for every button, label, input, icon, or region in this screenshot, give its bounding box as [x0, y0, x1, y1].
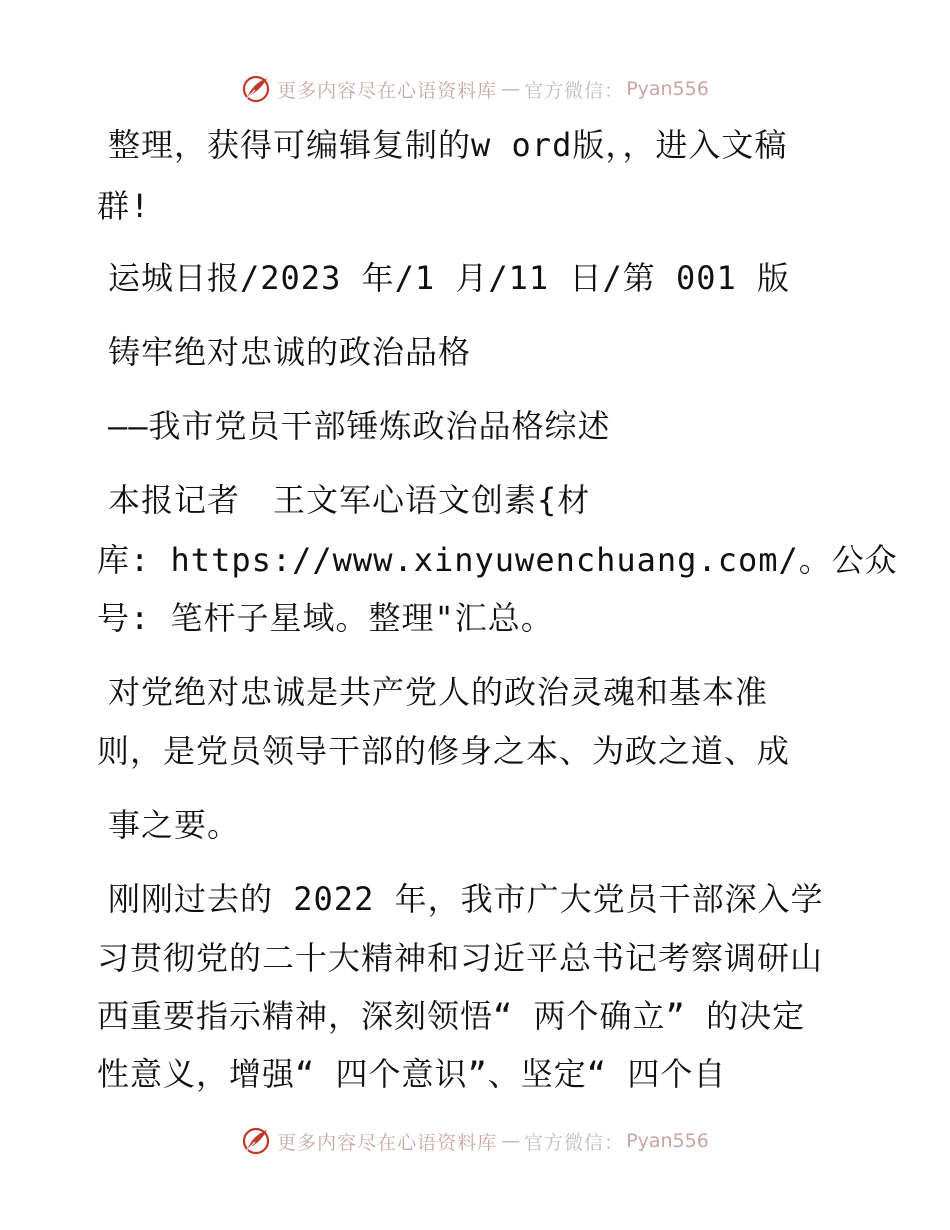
text-line-7: 库: https://www.xinyuwenchuang.com/。公众: [97, 541, 898, 579]
article-title: 铸牢绝对忠诚的政治品格: [108, 333, 472, 371]
paragraph-2-line-1: 刚刚过去的 2022 年，我市广大党员干部深入学: [108, 880, 824, 918]
watermark-dash: —: [501, 1130, 521, 1152]
watermark-wechat-label: 官方微信：: [524, 79, 625, 102]
watermark-wechat-id: Pyan556: [626, 1130, 709, 1152]
quill-logo-icon: [241, 74, 271, 104]
dateline: 运城日报/2023 年/1 月/11 日/第 001 版: [108, 259, 791, 297]
text-line-2: 群!: [97, 187, 151, 225]
quill-logo-icon: [241, 1126, 271, 1156]
watermark-footer: [0, 1124, 950, 1158]
byline: 本报记者 王文军心语文创素{材: [108, 481, 591, 519]
watermark-title: 更多内容尽在心语资料库: [277, 1131, 498, 1154]
text-line-8: 号: 笔杆子星域。整理"汇总。: [97, 599, 554, 637]
paragraph-1-line-2: 则，是党员领导干部的修身之本、为政之道、成: [97, 732, 791, 770]
paragraph-2-line-2: 习贯彻党的二十大精神和习近平总书记考察调研山: [97, 939, 824, 977]
article-subtitle: ——我市党员干部锤炼政治品格综述: [108, 407, 611, 445]
text-line-1: 整理，获得可编辑复制的w ord版，，进入文稿: [108, 126, 788, 164]
paragraph-1-line-3: 事之要。: [108, 806, 241, 844]
paragraph-2-line-4: 性意义，增强“ 四个意识”、坚定“ 四个自: [97, 1055, 727, 1093]
watermark-dash: —: [501, 78, 521, 100]
paragraph-2-line-3: 西重要指示精神，深刻领悟“ 两个确立” 的决定: [97, 997, 806, 1035]
paragraph-1-line-1: 对党绝对忠诚是共产党人的政治灵魂和基本准: [108, 673, 769, 711]
watermark-wechat-id: Pyan556: [626, 78, 709, 100]
watermark-wechat-label: 官方微信：: [524, 1131, 625, 1154]
watermark-title: 更多内容尽在心语资料库: [277, 79, 498, 102]
watermark-header: [0, 72, 950, 106]
